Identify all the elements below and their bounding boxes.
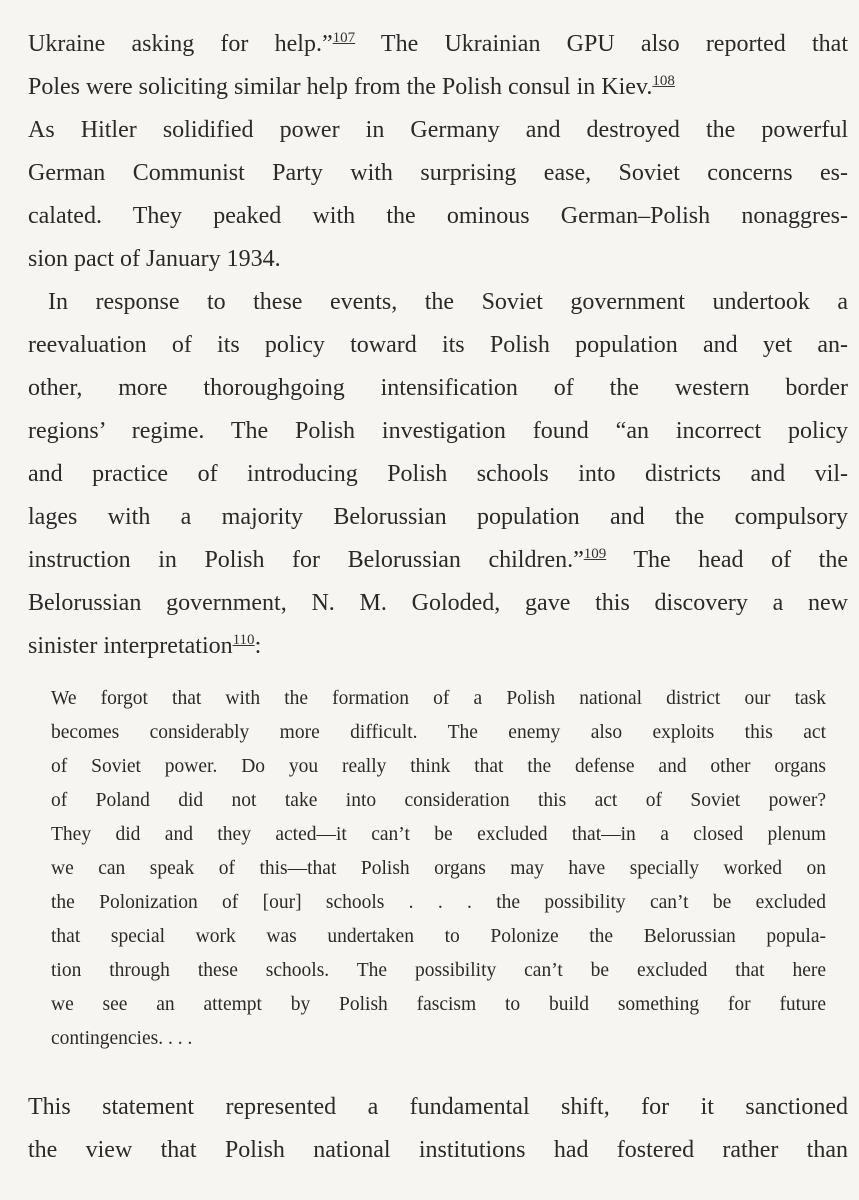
text-fragment: :	[254, 633, 262, 659]
quote-line: contingencies. . . .	[51, 1028, 193, 1049]
quote-line: we see an attempt by Polish fascism to build something for future	[51, 994, 826, 1015]
text-line: German Communist Party with surprising ease, Soviet concerns es-	[28, 160, 848, 186]
quote-line: we can speak of this—that Polish organs may have specially worked on	[51, 858, 826, 879]
text-line: In response to these events, the Soviet government undertook a	[48, 289, 848, 315]
footnote-ref-109[interactable]: 109	[583, 546, 607, 562]
quote-line: tion through these schools. The possibility can’t be excluded that here	[51, 960, 826, 981]
text-line: other, more thoroughgoing intensification of the western border	[28, 375, 848, 401]
text-line	[28, 30, 848, 58]
footnote-ref-108[interactable]: 108	[652, 73, 675, 89]
text-line	[28, 73, 848, 101]
quote-line: the Polonization of [our] schools . . . the possibility can’t be excluded	[51, 892, 826, 913]
quote-line: that special work was undertaken to Polonize the Belorussian popula-	[51, 926, 826, 947]
text-fragment: The Ukrainian GPU also reported that	[355, 31, 848, 57]
text-line: the view that Polish national institutions had fostered rather than	[28, 1137, 848, 1163]
text-fragment: Poles were soliciting similar help from the Polish consul in Kiev.	[28, 74, 653, 100]
text-line: calated. They peaked with the ominous German–Polish nonaggres-	[28, 203, 848, 229]
text-fragment: instruction in Polish for Belorussian children.”	[28, 547, 584, 573]
footnote-ref-107[interactable]: 107	[332, 30, 356, 46]
text-fragment: Ukraine asking for help.”	[28, 31, 333, 57]
text-line: regions’ regime. The Polish investigation found “an incorrect policy	[28, 418, 848, 444]
quote-line: becomes considerably more difficult. The enemy also exploits this act	[51, 722, 826, 743]
text-line: Belorussian government, N. M. Goloded, gave this discovery a new	[28, 590, 848, 616]
text-line	[28, 546, 848, 574]
text-fragment: The head of the	[606, 547, 848, 573]
text-line	[28, 632, 848, 660]
text-line: lages with a majority Belorussian population and the compulsory	[28, 504, 848, 530]
text-fragment: sinister interpretation	[28, 633, 233, 659]
quote-line: of Soviet power. Do you really think that the defense and other organs	[51, 756, 826, 777]
text-line: and practice of introducing Polish schools into districts and vil-	[28, 461, 848, 487]
text-line: As Hitler solidified power in Germany and destroyed the powerful	[28, 117, 848, 143]
quote-line: They did and they acted—it can’t be excluded that—in a closed plenum	[51, 824, 826, 845]
text-line: This statement represented a fundamental shift, for it sanctioned	[28, 1094, 848, 1120]
text-line: reevaluation of its policy toward its Polish population and yet an-	[28, 332, 848, 358]
quote-line: We forgot that with the formation of a Polish national district our task	[51, 688, 826, 709]
text-line: sion pact of January 1934.	[28, 246, 281, 272]
quote-line: of Poland did not take into consideration this act of Soviet power?	[51, 790, 826, 811]
footnote-ref-110[interactable]: 110	[232, 632, 255, 648]
